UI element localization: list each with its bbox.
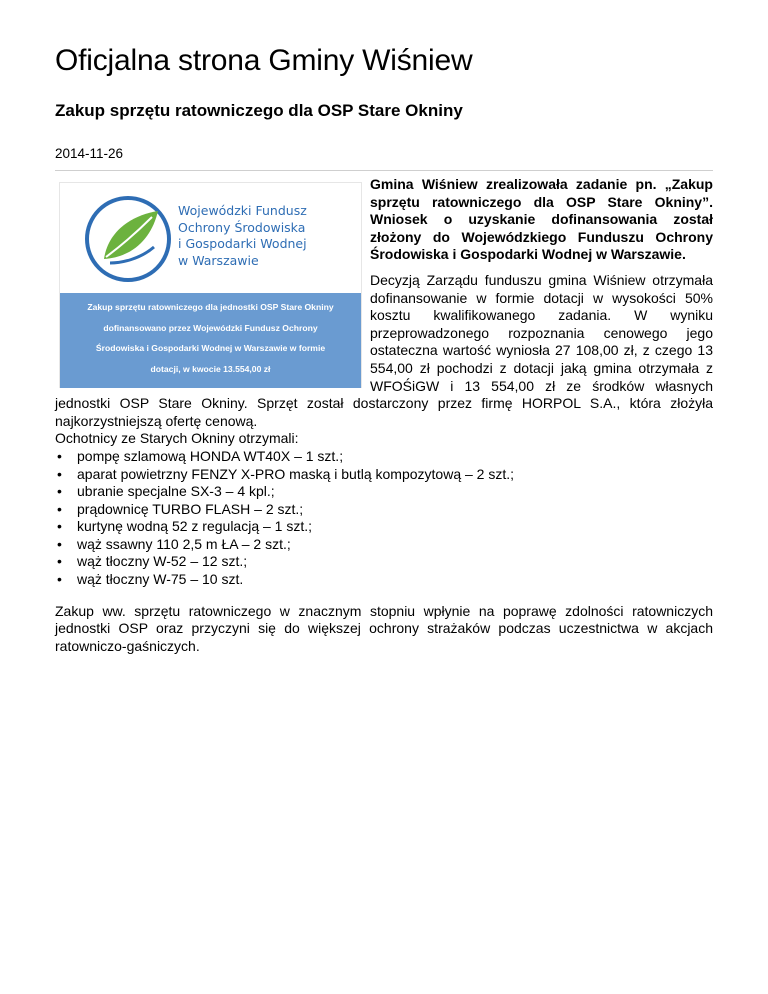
list-item: • prądownicę TURBO FLASH – 2 szt.; <box>55 501 713 519</box>
body-paragraph: Decyzją Zarządu funduszu gmina Wiśniew otrzymała dofinansowanie w formie dotacji w wysokości 50% kosztu kwalifikowanego zadania. W wyniku przeprowadzonego rozpoznania cenowego jego ostateczna wartość wyniosła 27 108,00 zł, z czego 13 554,00 zł pochodzi z dotacji jaką gmina otrzymała z WFOŚiGW i 13 554,00 zł ze środków własnych jednostki OSP Stare Okniny. Sprzęt został dostarczony przez firmę HORPOL S.A., która złożyła najkorzystniejszą ofertę cenową. <box>55 271 713 429</box>
list-intro: Ochotnicy ze Starych Okniny otrzymali: <box>55 430 299 447</box>
list-item: • wąż ssawny 110 2,5 m ŁA – 2 szt.; <box>55 536 713 554</box>
logo-line: Ochrony Środowiska <box>178 219 306 235</box>
wfosigw-logo-icon <box>82 193 174 285</box>
logo-line: w Warszawie <box>178 252 259 268</box>
caption-line: dotacji, w kwocie 13.554,00 zł <box>150 363 271 374</box>
list-item: • ubranie specjalne SX-3 – 4 kpl.; <box>55 483 713 501</box>
logo-text <box>178 203 307 269</box>
caption-line: Zakup sprzętu ratowniczego dla jednostki OSP Stare Okniny <box>87 302 334 312</box>
list-item: • wąż tłoczny W-75 – 10 szt. <box>55 571 713 589</box>
list-item: • wąż tłoczny W-52 – 12 szt.; <box>55 553 713 571</box>
article-title: Zakup sprzętu ratowniczego dla OSP Stare Okniny <box>55 101 463 120</box>
lead-paragraph: Gmina Wiśniew zrealizowała zadanie pn. „Zakup sprzętu ratowniczego dla OSP Stare Okniny”. Wniosek o uzyskanie dofinansowania został złożony do Wojewódzkiego Funduszu Ochrony Środowiska i Gospodarki Wodnej w Warszawie. <box>370 176 713 263</box>
image-caption-box <box>60 293 361 388</box>
article-date: 2014-11-26 <box>55 146 124 161</box>
equipment-list <box>55 448 713 589</box>
list-item: • pompę szlamową HONDA WT40X – 1 szt.; <box>55 448 713 466</box>
article-content <box>55 176 713 655</box>
logo-line: i Gospodarki Wodnej <box>178 236 307 251</box>
logo-line: Wojewódzki Fundusz <box>178 203 307 218</box>
list-item: • kurtynę wodną 52 z regulacją – 1 szt.; <box>55 518 713 536</box>
article-image <box>59 182 362 388</box>
list-item: • aparat powietrzny FENZY X-PRO maską i butlą kompozytową – 2 szt.; <box>55 466 713 484</box>
caption-line: dofinansowano przez Wojewódzki Fundusz Ochrony <box>103 322 318 333</box>
caption-line: Środowiska i Gospodarki Wodnej w Warszawie w formie <box>95 343 326 353</box>
closing-paragraph: Zakup ww. sprzętu ratowniczego w znacznym stopniu wpłynie na poprawę zdolności ratowniczych jednostki OSP oraz przyczyni się do większej ochrony strażaków podczas uczestnictwa w akcjach ratowniczo-gaśniczych. <box>55 602 713 654</box>
site-title: Oficjalna strona Gminy Wiśniew <box>55 44 473 77</box>
logo-area <box>60 183 361 293</box>
divider <box>55 170 713 171</box>
